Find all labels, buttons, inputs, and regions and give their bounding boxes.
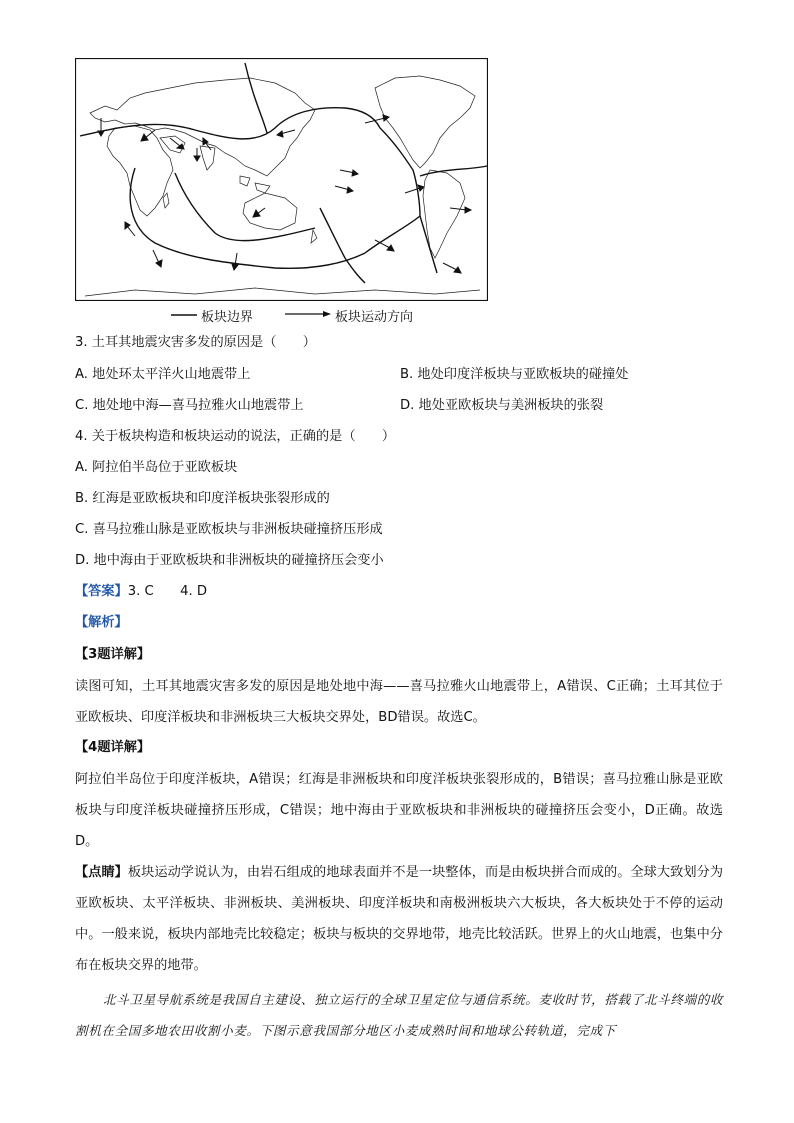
- map-legend: [75, 305, 495, 325]
- legend-boundary-label: 板块边界: [201, 310, 254, 325]
- q3-option-c: C. 地处地中海—喜马拉雅火山地震带上: [75, 398, 304, 413]
- arrow-right-icon: [285, 309, 331, 319]
- plate-boundary-symbol: [171, 310, 197, 320]
- highlight-paragraph: [75, 857, 723, 981]
- detail4-body: 阿拉伯半岛位于印度洋板块，A错误；红海是非洲板块和印度洋板块张裂形成的，B错误；喜马拉雅山脉是亚欧板块与印度洋板块碰撞挤压形成，C错误；地中海由于亚欧板块和非洲板块的碰撞挤压会变小，D正确。故选D。: [75, 772, 723, 849]
- detail3-heading: 【3题详解】: [75, 647, 151, 662]
- detail3-body: 读图可知，土耳其地震灾害多发的原因是地处地中海——喜马拉雅火山地震带上，A错误、C正确；土耳其位于亚欧板块、印度洋板块和非洲板块三大板块交界处，BD错误。故选C。: [75, 679, 723, 725]
- plate-boundary-map: [75, 58, 488, 301]
- answer-line: [75, 582, 207, 602]
- q4-option-a: A. 阿拉伯半岛位于亚欧板块: [75, 460, 238, 475]
- beidou-intro-body: 北斗卫星导航系统是我国自主建设、独立运行的全球卫星定位与通信系统。麦收时节，搭载了北斗终端的收割机在全国多地农田收割小麦。下图示意我国部分地区小麦成熟时间和地球公转轨道，完成下: [75, 992, 724, 1038]
- legend-direction-label: 板块运动方向: [335, 310, 414, 325]
- q4-stem: 4. 关于板块构造和板块运动的说法，正确的是（ ）: [75, 429, 396, 444]
- answer-tag: 【答案】: [75, 584, 128, 599]
- q3-option-a: A. 地处环太平洋火山地震带上: [75, 367, 251, 382]
- detail4-heading: 【4题详解】: [75, 740, 151, 755]
- highlight-tag: 【点睛】: [75, 865, 128, 880]
- analysis-tag: 【解析】: [75, 615, 128, 630]
- q3-option-b: B. 地处印度洋板块与亚欧板块的碰撞处: [400, 367, 629, 382]
- q4-option-b: B. 红海是亚欧板块和印度洋板块张裂形成的: [75, 491, 330, 506]
- beidou-intro: [75, 984, 725, 1046]
- analysis-line: [75, 613, 128, 633]
- q4-option-c: C. 喜马拉雅山脉是亚欧板块与非洲板块碰撞挤压形成: [75, 522, 383, 537]
- answer-text: 3. C 4. D: [127, 584, 208, 599]
- q3-stem: 3. 土耳其地震灾害多发的原因是（ ）: [75, 335, 316, 350]
- q3-option-d: D. 地处亚欧板块与美洲板块的张裂: [400, 398, 604, 413]
- highlight-body: 板块运动学说认为，由岩石组成的地球表面并不是一块整体，而是由板块拼合而成的。全球大致划分为亚欧板块、太平洋板块、非洲板块、美洲板块、印度洋板块和南极洲板块六大板块，各大板块处于不停的运动中。一般来说，板块内部地壳比较稳定；板块与板块的交界地带，地壳比较活跃。世界上的火山地震，也集中分布在板块交界的地带。: [75, 865, 724, 973]
- q4-option-d: D. 地中海由于亚欧板块和非洲板块的碰撞挤压会变小: [75, 553, 384, 568]
